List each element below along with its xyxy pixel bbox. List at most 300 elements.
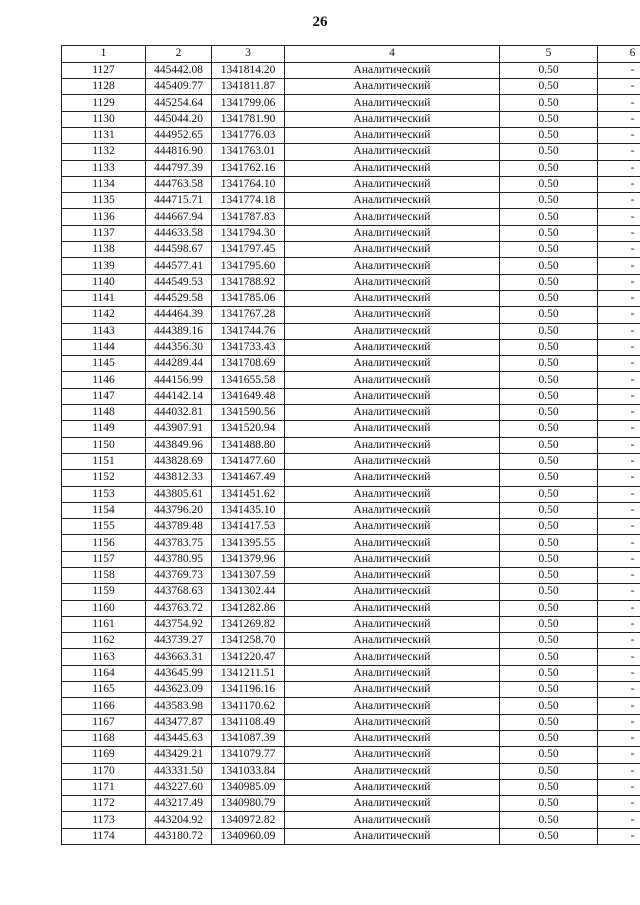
accuracy-cell: 0.50 [500, 160, 598, 176]
accuracy-cell: 0.50 [500, 111, 598, 127]
note-cell: - [598, 209, 640, 225]
x-coordinate-cell: 444633.58 [146, 225, 212, 241]
point-number-cell: 1129 [62, 95, 146, 111]
point-number-cell: 1153 [62, 486, 146, 502]
y-coordinate-cell: 1341763.01 [212, 144, 285, 160]
note-cell: - [598, 405, 640, 421]
note-cell: - [598, 453, 640, 469]
point-number-cell: 1170 [62, 763, 146, 779]
method-cell: Аналитический [285, 502, 500, 518]
table-row [62, 763, 640, 779]
column-header-1: 1 [62, 46, 146, 63]
table-row [62, 225, 640, 241]
y-coordinate-cell: 1341781.90 [212, 111, 285, 127]
method-cell: Аналитический [285, 812, 500, 828]
table-row [62, 747, 640, 763]
y-coordinate-cell: 1341814.20 [212, 62, 285, 78]
note-cell: - [598, 437, 640, 453]
y-coordinate-cell: 1341258.70 [212, 633, 285, 649]
table-row [62, 551, 640, 567]
note-cell: - [598, 535, 640, 551]
column-header-2: 2 [146, 46, 212, 63]
accuracy-cell: 0.50 [500, 714, 598, 730]
table-row [62, 193, 640, 209]
method-cell: Аналитический [285, 160, 500, 176]
x-coordinate-cell: 443780.95 [146, 551, 212, 567]
method-cell: Аналитический [285, 763, 500, 779]
note-cell: - [598, 714, 640, 730]
method-cell: Аналитический [285, 551, 500, 567]
point-number-cell: 1128 [62, 79, 146, 95]
method-cell: Аналитический [285, 225, 500, 241]
point-number-cell: 1144 [62, 339, 146, 355]
x-coordinate-cell: 443445.63 [146, 730, 212, 746]
method-cell: Аналитический [285, 600, 500, 616]
method-cell: Аналитический [285, 682, 500, 698]
x-coordinate-cell: 443763.72 [146, 600, 212, 616]
method-cell: Аналитический [285, 323, 500, 339]
accuracy-cell: 0.50 [500, 600, 598, 616]
point-number-cell: 1138 [62, 242, 146, 258]
note-cell: - [598, 95, 640, 111]
y-coordinate-cell: 1341649.48 [212, 388, 285, 404]
y-coordinate-cell: 1341087.39 [212, 730, 285, 746]
point-number-cell: 1141 [62, 290, 146, 306]
accuracy-cell: 0.50 [500, 828, 598, 844]
method-cell: Аналитический [285, 470, 500, 486]
x-coordinate-cell: 443805.61 [146, 486, 212, 502]
accuracy-cell: 0.50 [500, 649, 598, 665]
y-coordinate-cell: 1341764.10 [212, 176, 285, 192]
accuracy-cell: 0.50 [500, 421, 598, 437]
note-cell: - [598, 698, 640, 714]
point-number-cell: 1169 [62, 747, 146, 763]
table-row [62, 62, 640, 78]
y-coordinate-cell: 1341196.16 [212, 682, 285, 698]
point-number-cell: 1131 [62, 127, 146, 143]
column-header-4: 4 [285, 46, 500, 63]
note-cell: - [598, 682, 640, 698]
table-row [62, 160, 640, 176]
point-number-cell: 1149 [62, 421, 146, 437]
point-number-cell: 1134 [62, 176, 146, 192]
accuracy-cell: 0.50 [500, 584, 598, 600]
y-coordinate-cell: 1341467.49 [212, 470, 285, 486]
table-row [62, 127, 640, 143]
accuracy-cell: 0.50 [500, 682, 598, 698]
y-coordinate-cell: 1341776.03 [212, 127, 285, 143]
table-row [62, 616, 640, 632]
x-coordinate-cell: 443739.27 [146, 633, 212, 649]
note-cell: - [598, 779, 640, 795]
point-number-cell: 1133 [62, 160, 146, 176]
method-cell: Аналитический [285, 437, 500, 453]
x-coordinate-cell: 444667.94 [146, 209, 212, 225]
method-cell: Аналитический [285, 95, 500, 111]
table-row [62, 698, 640, 714]
point-number-cell: 1148 [62, 405, 146, 421]
table-row [62, 600, 640, 616]
y-coordinate-cell: 1341435.10 [212, 502, 285, 518]
point-number-cell: 1157 [62, 551, 146, 567]
table-row [62, 274, 640, 290]
point-number-cell: 1135 [62, 193, 146, 209]
y-coordinate-cell: 1341211.51 [212, 665, 285, 681]
accuracy-cell: 0.50 [500, 665, 598, 681]
point-number-cell: 1152 [62, 470, 146, 486]
point-number-cell: 1146 [62, 372, 146, 388]
x-coordinate-cell: 443849.96 [146, 437, 212, 453]
method-cell: Аналитический [285, 453, 500, 469]
accuracy-cell: 0.50 [500, 339, 598, 355]
method-cell: Аналитический [285, 79, 500, 95]
y-coordinate-cell: 1341520.94 [212, 421, 285, 437]
method-cell: Аналитический [285, 176, 500, 192]
x-coordinate-cell: 443663.31 [146, 649, 212, 665]
x-coordinate-cell: 444464.39 [146, 307, 212, 323]
method-cell: Аналитический [285, 144, 500, 160]
note-cell: - [598, 763, 640, 779]
method-cell: Аналитический [285, 388, 500, 404]
method-cell: Аналитический [285, 714, 500, 730]
y-coordinate-cell: 1341282.86 [212, 600, 285, 616]
table-row [62, 356, 640, 372]
table-row [62, 535, 640, 551]
point-number-cell: 1140 [62, 274, 146, 290]
table-row [62, 176, 640, 192]
x-coordinate-cell: 443645.99 [146, 665, 212, 681]
table-row [62, 714, 640, 730]
method-cell: Аналитический [285, 111, 500, 127]
y-coordinate-cell: 1341797.45 [212, 242, 285, 258]
x-coordinate-cell: 444142.14 [146, 388, 212, 404]
point-number-cell: 1151 [62, 453, 146, 469]
note-cell: - [598, 356, 640, 372]
point-number-cell: 1160 [62, 600, 146, 616]
y-coordinate-cell: 1341108.49 [212, 714, 285, 730]
y-coordinate-cell: 1341655.58 [212, 372, 285, 388]
x-coordinate-cell: 444763.58 [146, 176, 212, 192]
accuracy-cell: 0.50 [500, 486, 598, 502]
point-number-cell: 1167 [62, 714, 146, 730]
table-row [62, 421, 640, 437]
method-cell: Аналитический [285, 633, 500, 649]
accuracy-cell: 0.50 [500, 274, 598, 290]
y-coordinate-cell: 1341033.84 [212, 763, 285, 779]
y-coordinate-cell: 1341079.77 [212, 747, 285, 763]
accuracy-cell: 0.50 [500, 747, 598, 763]
x-coordinate-cell: 443907.91 [146, 421, 212, 437]
table-row [62, 405, 640, 421]
x-coordinate-cell: 443429.21 [146, 747, 212, 763]
method-cell: Аналитический [285, 405, 500, 421]
x-coordinate-cell: 443623.09 [146, 682, 212, 698]
method-cell: Аналитический [285, 519, 500, 535]
point-number-cell: 1162 [62, 633, 146, 649]
note-cell: - [598, 111, 640, 127]
y-coordinate-cell: 1341774.18 [212, 193, 285, 209]
x-coordinate-cell: 443828.69 [146, 453, 212, 469]
table-row [62, 290, 640, 306]
method-cell: Аналитический [285, 421, 500, 437]
x-coordinate-cell: 443180.72 [146, 828, 212, 844]
x-coordinate-cell: 445409.77 [146, 79, 212, 95]
table-row [62, 339, 640, 355]
point-number-cell: 1161 [62, 616, 146, 632]
point-number-cell: 1132 [62, 144, 146, 160]
method-cell: Аналитический [285, 584, 500, 600]
note-cell: - [598, 649, 640, 665]
x-coordinate-cell: 444356.30 [146, 339, 212, 355]
note-cell: - [598, 339, 640, 355]
y-coordinate-cell: 1341395.55 [212, 535, 285, 551]
x-coordinate-cell: 444598.67 [146, 242, 212, 258]
method-cell: Аналитический [285, 339, 500, 355]
accuracy-cell: 0.50 [500, 127, 598, 143]
table-row [62, 502, 640, 518]
note-cell: - [598, 568, 640, 584]
point-number-cell: 1165 [62, 682, 146, 698]
point-number-cell: 1156 [62, 535, 146, 551]
accuracy-cell: 0.50 [500, 812, 598, 828]
table-row [62, 323, 640, 339]
y-coordinate-cell: 1341787.83 [212, 209, 285, 225]
method-cell: Аналитический [285, 698, 500, 714]
accuracy-cell: 0.50 [500, 258, 598, 274]
page-number: 26 [312, 14, 328, 30]
table-row [62, 486, 640, 502]
table-row [62, 779, 640, 795]
method-cell: Аналитический [285, 127, 500, 143]
x-coordinate-cell: 444389.16 [146, 323, 212, 339]
note-cell: - [598, 828, 640, 844]
y-coordinate-cell: 1341785.06 [212, 290, 285, 306]
x-coordinate-cell: 444289.44 [146, 356, 212, 372]
y-coordinate-cell: 1340985.09 [212, 779, 285, 795]
y-coordinate-cell: 1341708.69 [212, 356, 285, 372]
accuracy-cell: 0.50 [500, 290, 598, 306]
point-number-cell: 1172 [62, 796, 146, 812]
point-number-cell: 1139 [62, 258, 146, 274]
x-coordinate-cell: 443331.50 [146, 763, 212, 779]
accuracy-cell: 0.50 [500, 519, 598, 535]
column-header-5: 5 [500, 46, 598, 63]
accuracy-cell: 0.50 [500, 225, 598, 241]
x-coordinate-cell: 443769.73 [146, 568, 212, 584]
table-header-row [62, 46, 640, 63]
table-row [62, 568, 640, 584]
table-row [62, 730, 640, 746]
accuracy-cell: 0.50 [500, 62, 598, 78]
x-coordinate-cell: 443812.33 [146, 470, 212, 486]
x-coordinate-cell: 443227.60 [146, 779, 212, 795]
accuracy-cell: 0.50 [500, 193, 598, 209]
note-cell: - [598, 600, 640, 616]
point-number-cell: 1166 [62, 698, 146, 714]
y-coordinate-cell: 1341795.60 [212, 258, 285, 274]
note-cell: - [598, 225, 640, 241]
method-cell: Аналитический [285, 747, 500, 763]
accuracy-cell: 0.50 [500, 242, 598, 258]
point-number-cell: 1145 [62, 356, 146, 372]
y-coordinate-cell: 1341307.59 [212, 568, 285, 584]
table-row [62, 144, 640, 160]
table-row [62, 242, 640, 258]
y-coordinate-cell: 1341220.47 [212, 649, 285, 665]
point-number-cell: 1163 [62, 649, 146, 665]
accuracy-cell: 0.50 [500, 95, 598, 111]
table-row [62, 519, 640, 535]
y-coordinate-cell: 1341488.80 [212, 437, 285, 453]
y-coordinate-cell: 1341302.44 [212, 584, 285, 600]
y-coordinate-cell: 1341379.96 [212, 551, 285, 567]
accuracy-cell: 0.50 [500, 502, 598, 518]
table-row [62, 812, 640, 828]
method-cell: Аналитический [285, 665, 500, 681]
x-coordinate-cell: 443783.75 [146, 535, 212, 551]
x-coordinate-cell: 444952.65 [146, 127, 212, 143]
accuracy-cell: 0.50 [500, 633, 598, 649]
point-number-cell: 1136 [62, 209, 146, 225]
accuracy-cell: 0.50 [500, 405, 598, 421]
accuracy-cell: 0.50 [500, 730, 598, 746]
x-coordinate-cell: 443754.92 [146, 616, 212, 632]
table-row [62, 209, 640, 225]
x-coordinate-cell: 444797.39 [146, 160, 212, 176]
point-number-cell: 1174 [62, 828, 146, 844]
y-coordinate-cell: 1341811.87 [212, 79, 285, 95]
point-number-cell: 1168 [62, 730, 146, 746]
accuracy-cell: 0.50 [500, 616, 598, 632]
method-cell: Аналитический [285, 730, 500, 746]
note-cell: - [598, 470, 640, 486]
note-cell: - [598, 307, 640, 323]
y-coordinate-cell: 1341794.30 [212, 225, 285, 241]
accuracy-cell: 0.50 [500, 698, 598, 714]
point-number-cell: 1143 [62, 323, 146, 339]
point-number-cell: 1171 [62, 779, 146, 795]
y-coordinate-cell: 1341767.28 [212, 307, 285, 323]
note-cell: - [598, 79, 640, 95]
method-cell: Аналитический [285, 307, 500, 323]
x-coordinate-cell: 444577.41 [146, 258, 212, 274]
x-coordinate-cell: 444715.71 [146, 193, 212, 209]
accuracy-cell: 0.50 [500, 535, 598, 551]
note-cell: - [598, 616, 640, 632]
x-coordinate-cell: 444156.99 [146, 372, 212, 388]
table-row [62, 796, 640, 812]
note-cell: - [598, 372, 640, 388]
x-coordinate-cell: 443204.92 [146, 812, 212, 828]
accuracy-cell: 0.50 [500, 453, 598, 469]
table-row [62, 307, 640, 323]
method-cell: Аналитический [285, 796, 500, 812]
method-cell: Аналитический [285, 535, 500, 551]
note-cell: - [598, 290, 640, 306]
x-coordinate-cell: 443768.63 [146, 584, 212, 600]
table-row [62, 437, 640, 453]
y-coordinate-cell: 1341451.62 [212, 486, 285, 502]
accuracy-cell: 0.50 [500, 323, 598, 339]
note-cell: - [598, 502, 640, 518]
x-coordinate-cell: 443477.87 [146, 714, 212, 730]
table-row [62, 453, 640, 469]
note-cell: - [598, 812, 640, 828]
x-coordinate-cell: 445044.20 [146, 111, 212, 127]
table-row [62, 633, 640, 649]
method-cell: Аналитический [285, 779, 500, 795]
accuracy-cell: 0.50 [500, 437, 598, 453]
point-number-cell: 1150 [62, 437, 146, 453]
table-body [62, 62, 640, 844]
table-row [62, 258, 640, 274]
method-cell: Аналитический [285, 828, 500, 844]
table-row [62, 649, 640, 665]
method-cell: Аналитический [285, 616, 500, 632]
accuracy-cell: 0.50 [500, 763, 598, 779]
x-coordinate-cell: 444549.53 [146, 274, 212, 290]
method-cell: Аналитический [285, 258, 500, 274]
accuracy-cell: 0.50 [500, 470, 598, 486]
point-number-cell: 1173 [62, 812, 146, 828]
note-cell: - [598, 730, 640, 746]
method-cell: Аналитический [285, 486, 500, 502]
y-coordinate-cell: 1341733.43 [212, 339, 285, 355]
y-coordinate-cell: 1341799.06 [212, 95, 285, 111]
x-coordinate-cell: 443583.98 [146, 698, 212, 714]
note-cell: - [598, 323, 640, 339]
point-number-cell: 1164 [62, 665, 146, 681]
accuracy-cell: 0.50 [500, 209, 598, 225]
point-number-cell: 1154 [62, 502, 146, 518]
method-cell: Аналитический [285, 372, 500, 388]
method-cell: Аналитический [285, 649, 500, 665]
column-header-6: 6 [598, 46, 640, 63]
note-cell: - [598, 258, 640, 274]
x-coordinate-cell: 444529.58 [146, 290, 212, 306]
y-coordinate-cell: 1341744.76 [212, 323, 285, 339]
table-row [62, 372, 640, 388]
note-cell: - [598, 584, 640, 600]
note-cell: - [598, 633, 640, 649]
y-coordinate-cell: 1341762.16 [212, 160, 285, 176]
point-number-cell: 1137 [62, 225, 146, 241]
note-cell: - [598, 144, 640, 160]
accuracy-cell: 0.50 [500, 307, 598, 323]
point-number-cell: 1142 [62, 307, 146, 323]
accuracy-cell: 0.50 [500, 388, 598, 404]
method-cell: Аналитический [285, 356, 500, 372]
point-number-cell: 1158 [62, 568, 146, 584]
note-cell: - [598, 796, 640, 812]
y-coordinate-cell: 1341788.92 [212, 274, 285, 290]
table-row [62, 111, 640, 127]
note-cell: - [598, 421, 640, 437]
accuracy-cell: 0.50 [500, 779, 598, 795]
y-coordinate-cell: 1341170.62 [212, 698, 285, 714]
table-row [62, 682, 640, 698]
note-cell: - [598, 127, 640, 143]
method-cell: Аналитический [285, 209, 500, 225]
table-row [62, 665, 640, 681]
method-cell: Аналитический [285, 62, 500, 78]
column-header-3: 3 [212, 46, 285, 63]
y-coordinate-cell: 1341269.82 [212, 616, 285, 632]
table-row [62, 828, 640, 844]
note-cell: - [598, 747, 640, 763]
note-cell: - [598, 62, 640, 78]
accuracy-cell: 0.50 [500, 568, 598, 584]
